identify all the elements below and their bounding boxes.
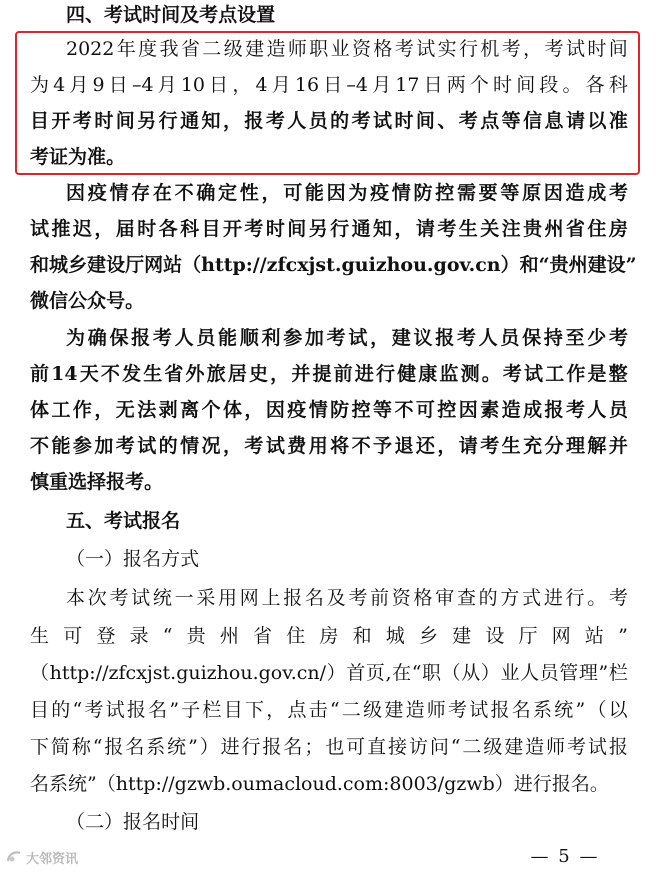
text-line: 慎 重 选 择 报 考 。 bbox=[30, 471, 164, 493]
text-line: 试 推 迟 ， 届 时 各 科 目 开 考 时 间 另 行 通 知 ， 请 考 生 关 注 贵 州 省 住 房 bbox=[30, 218, 628, 240]
text-line: 目 开 考 时 间 另 行 通 知 ， 报 考 人 员 的 考 试 时 间 、 考 点 等 信 息 请 以 准 bbox=[30, 110, 628, 132]
text-line: 为 4 月 9 日 –4 月 10 日 ， 4 月 16 日 –4 月 17 日 两 个 时 间 段 。 各 科 bbox=[30, 74, 628, 96]
text-line: 生 可 登 录 “ 贵 州 省 住 房 和 城 乡 建 设 厅 网 站 ” bbox=[30, 625, 628, 647]
watermark bbox=[6, 846, 78, 868]
text-line: 前 14 天 不 发 生 省 外 旅 居 史 ， 并 提 前 进 行 健 康 监 测 。 考 试 工 作 是 整 bbox=[30, 363, 628, 385]
text-line: 目 的 “ 考 试 报 名 ” 子 栏 目 下 ， 点 击 “ 二 级 建 造 师 考 试 报 名 系 统 ” （ 以 bbox=[30, 699, 628, 721]
text-line: 下 简 称 “ 报 名 系 统 ” ） 进 行 报 名 ； 也 可 直 接 访 问 “ 二 级 建 造 师 考 试 报 bbox=[30, 736, 628, 758]
watermark-logo-icon bbox=[6, 849, 22, 865]
text-line: （ 二 ） 报 名 时 间 bbox=[66, 811, 200, 833]
text-line: 名 系 统 ” （ http://gzwb.oumacloud.com:8003/gzwb ） 进 行 报 名 。 bbox=[30, 773, 609, 795]
text-line: 微 信 公 众 号 。 bbox=[30, 290, 145, 312]
text-line: 不 能 参 加 考 试 的 情 况 ， 考 试 费 用 将 不 予 退 还 ， 请 考 生 充 分 理 解 并 bbox=[30, 435, 628, 457]
text-line: （ http://zfcxjst.guizhou.gov.cn/ ） 首 页 , 在 “ 职 （ 从 ） 业 人 员 管 理 ” 栏 bbox=[30, 662, 628, 684]
text-line: 体 工 作 ， 无 法 剥 离 个 体 ， 因 疫 情 防 控 等 不 可 控 因 素 造 成 报 考 人 员 bbox=[30, 399, 628, 421]
text-line: 和 城 乡 建 设 厅 网 站 （ http://zfcxjst.guizhou.gov.cn ） 和 “ 贵 州 建 设 ” bbox=[30, 254, 637, 276]
watermark-text: 大邻资讯 bbox=[26, 851, 79, 867]
text-line: 为 确 保 报 考 人 员 能 顺 利 参 加 考 试 ， 建 议 报 考 人 员 保 持 至 少 考 bbox=[66, 327, 628, 349]
text-line: 五 、 考 试 报 名 bbox=[66, 510, 181, 532]
text-line: 2022 年 度 我 省 二 级 建 造 师 职 业 资 格 考 试 实 行 机 考 ， 考 试 时 间 bbox=[66, 38, 628, 60]
text-line: （ 一 ） 报 名 方 式 bbox=[66, 548, 200, 570]
text-line: 四 、 考 试 时 间 及 考 点 设 置 bbox=[66, 4, 276, 26]
text-line: 因 疫 情 存 在 不 确 定 性 ， 可 能 因 为 疫 情 防 控 需 要 等 原 因 造 成 考 bbox=[66, 182, 628, 204]
text-line: 本 次 考 试 统 一 采 用 网 上 报 名 及 考 前 资 格 审 查 的 方 式 进 行 。 考 bbox=[66, 587, 628, 609]
page-number: — 5 — bbox=[530, 846, 600, 867]
text-line: 考 证 为 准 。 bbox=[30, 146, 126, 168]
